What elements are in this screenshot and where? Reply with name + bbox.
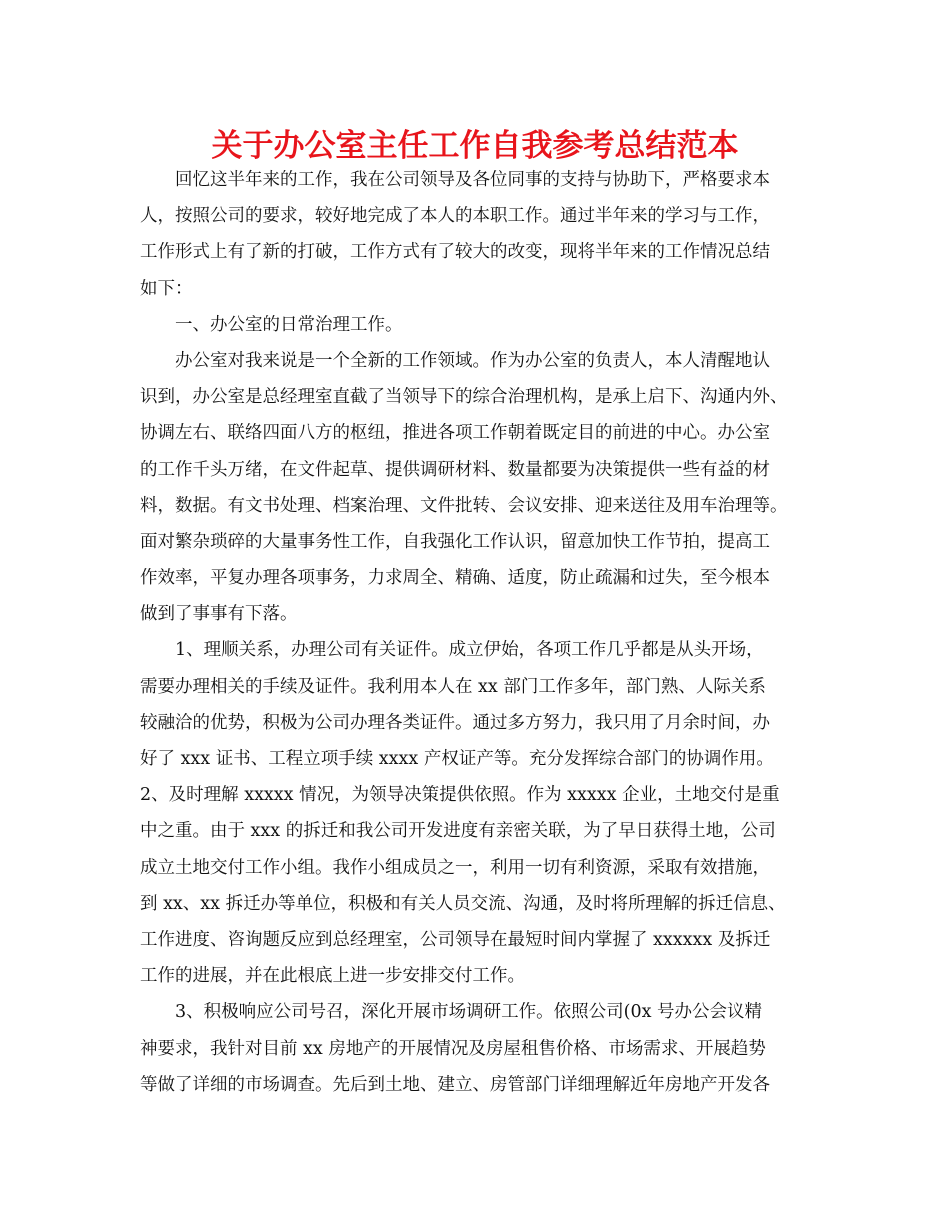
paragraph-line: 办公室对我来说是一个全新的工作领域。作为办公室的负责人，本人清醒地认 (175, 350, 770, 371)
document-title: 关于办公室主任工作自我参考总结范本 (211, 128, 739, 164)
paragraph-line: 的工作千头万绪，在文件起草、提供调研材料、数量都要为决策提供一些有益的材 (140, 459, 770, 480)
paragraph-line: 需要办理相关的手续及证件。我利用本人在 xx 部门工作多年，部门熟、人际关系 (140, 676, 766, 697)
paragraph-line: 工作形式上有了新的打破，工作方式有了较大的改变，现将半年来的工作情况总结 (140, 242, 770, 263)
paragraph-line: 识到，办公室是总经理室直截了当领导下的综合治理机构，是承上启下、沟通内外、 (140, 387, 788, 408)
paragraph-line: 做到了事事有下落。 (140, 604, 298, 625)
paragraph-line: 1、理顺关系，办理公司有关证件。成立伊始，各项工作几乎都是从头开场， (175, 640, 764, 661)
paragraph-line: 面对繁杂琐碎的大量事务性工作，自我强化工作认识，留意加快工作节拍，提高工 (140, 531, 770, 552)
paragraph-line: 人，按照公司的要求，较好地完成了本人的本职工作。通过半年来的学习与工作， (140, 206, 770, 227)
document-body (140, 162, 815, 1103)
paragraph-line: 等做了详细的市场调查。先后到土地、建立、房管部门详细理解近年房地产开发各 (140, 1074, 770, 1095)
paragraph-line: 协调左右、联络四面八方的枢纽，推进各项工作朝着既定目的前进的中心。办公室 (140, 423, 770, 444)
paragraph-line: 成立土地交付工作小组。我作小组成员之一，利用一切有利资源，采取有效措施， (140, 857, 770, 878)
paragraph-line: 工作进度、咨询题反应到总经理室，公司领导在最短时间内掌握了 xxxxxx 及拆迁 (140, 929, 771, 950)
paragraph-line: 中之重。由于 xxx 的拆迁和我公司开发进度有亲密关联，为了早日获得土地，公司 (140, 821, 776, 842)
paragraph-line: 回忆这半年来的工作，我在公司领导及各位同事的支持与协助下，严格要求本 (175, 170, 770, 190)
paragraph-line: 3、积极响应公司号召，深化开展市场调研工作。依照公司(0x 号办公会议精 (175, 1002, 763, 1023)
paragraph-line: 料，数据。有文书处理、档案治理、文件批转、会议安排、迎来送往及用车治理等。 (140, 495, 788, 516)
paragraph-line: 2、及时理解 xxxxx 情况，为领导决策提供依照。作为 xxxxx 企业，土地交付是重 (140, 785, 780, 806)
paragraph-line: 较融洽的优势，积极为公司办理各类证件。通过多方努力，我只用了月余时间，办 (140, 712, 770, 733)
paragraph-line: 作效率，平复办理各项事务，力求周全、精确、适度，防止疏漏和过失，至今根本 (140, 568, 770, 589)
paragraph-line: 到 xx、xx 拆迁办等单位，积极和有关人员交流、沟通，及时将所理解的拆迁信息、 (140, 893, 786, 914)
paragraph-line: 如下： (140, 278, 193, 299)
paragraph-line: 神要求，我针对目前 xx 房地产的开展情况及房屋租售价格、市场需求、开展趋势 (140, 1038, 766, 1059)
paragraph-line: 好了 xxx 证书、工程立项手续 xxxx 产权证产等。充分发挥综合部门的协调作用。 (140, 749, 774, 769)
section-heading: 一、办公室的日常治理工作。 (175, 314, 403, 335)
paragraph-line: 工作的进展，并在此根底上进一步安排交付工作。 (140, 966, 525, 987)
